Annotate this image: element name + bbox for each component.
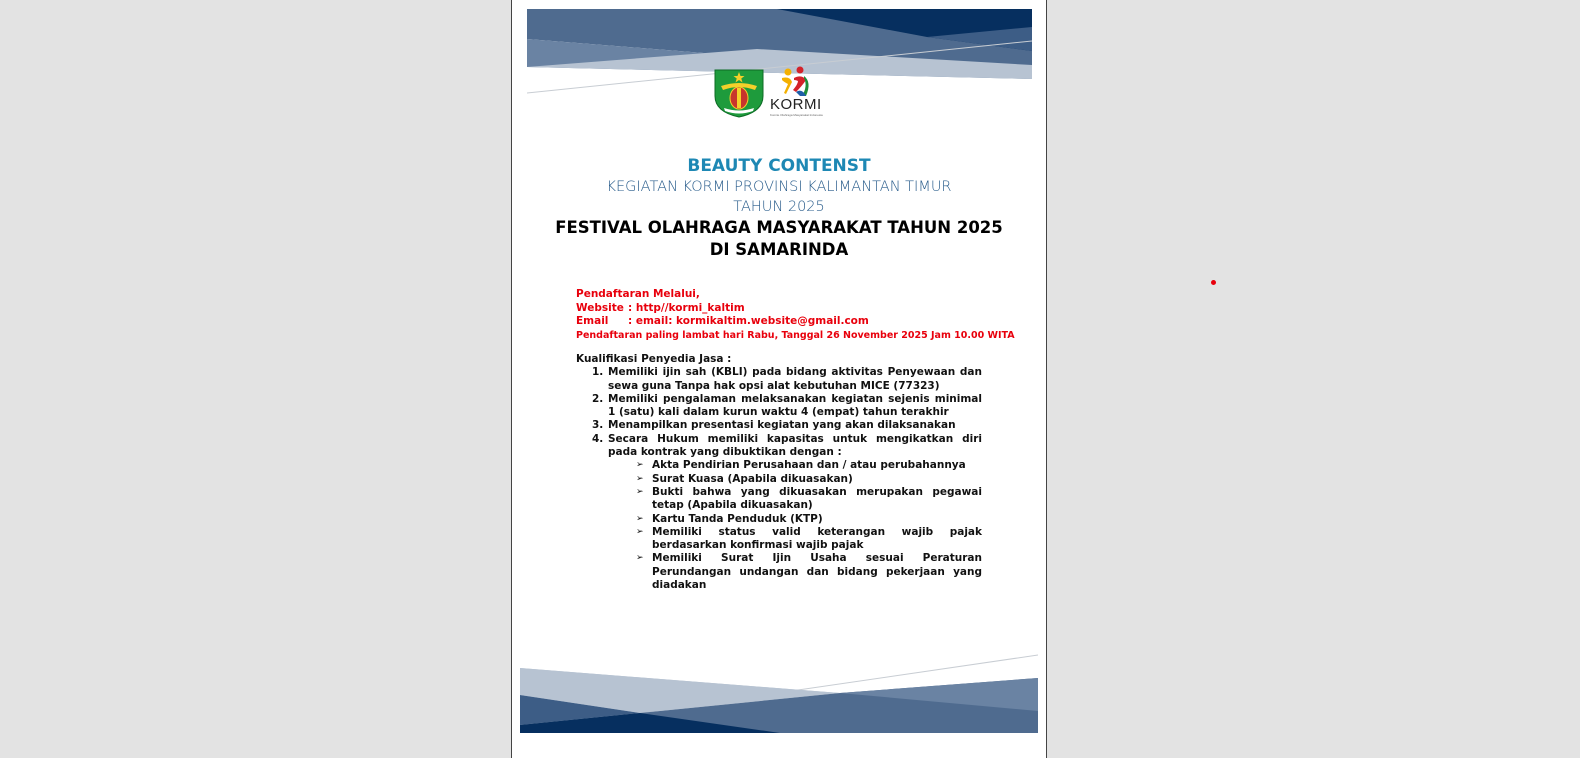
list-item-text: Memiliki pengalaman melaksanakan kegiatan sejenis minimal 1 (satu) kali dalam kurun waktu 4 (empat) tahun terakhir [608,392,982,419]
list-number: 3. [592,419,604,432]
kormi-logo [768,66,828,120]
sub-list-item-text: Surat Kuasa (Apabila dikuasakan) [652,472,853,485]
location-title: DI SAMARINDA [709,240,849,259]
year-subtitle: TAHUN 2025 [733,199,825,215]
sub-list-item [576,486,982,513]
email-value[interactable]: : email: kormikaltim.website@gmail.com [628,315,869,327]
arrow-bullet-icon: ➢ [636,526,644,537]
kormi-logo-text: KORMI [770,96,822,113]
arrow-bullet-icon: ➢ [636,513,644,524]
qualifications-list [576,366,982,459]
activity-subtitle: KEGIATAN KORMI PROVINSI KALIMANTAN TIMUR [606,179,952,195]
sub-list-item [576,473,982,486]
sub-list-item-text: Memiliki Surat Ijin Usaha sesuai Peraturan Perundangan undangan dan bidang pekerjaan yang diadakan [652,552,982,592]
email-row [576,315,996,329]
sub-list-item [576,459,982,472]
sub-list-item [576,526,982,553]
sub-list-item-text: Bukti bahwa yang dikuasakan merupakan pegawai tetap (Apabila dikuasakan) [652,485,982,512]
logo-group [712,66,832,120]
list-number: 1. [592,366,604,379]
sub-list-item [576,552,982,592]
cursor-dot-marker [1211,280,1216,285]
arrow-bullet-icon: ➢ [636,460,644,471]
kormi-logo-subtitle: Komite Olahraga Masyarakat Indonesia [770,113,823,117]
qualifications-heading: Kualifikasi Penyedia Jasa : [576,353,732,365]
qualifications-section [576,353,982,592]
website-row [576,302,996,316]
arrow-bullet-icon: ➢ [636,473,644,484]
list-item-text: Secara Hukum memiliki kapasitas untuk mengikatkan diri pada kontrak yang dibuktikan dengan : [608,432,982,459]
contest-title: BEAUTY CONTENST [687,156,871,176]
registration-section [576,288,1015,342]
arrow-bullet-icon: ➢ [636,553,644,564]
document-page [511,0,1047,758]
registration-heading: Pendaftaran Melalui, [576,288,700,300]
list-item [576,366,982,393]
list-item [576,433,982,460]
list-item [576,419,982,432]
list-item-text: Memiliki ijin sah (KBLI) pada bidang aktivitas Penyewaan dan sewa guna Tanpa hak opsi alat kebutuhan MICE (77323) [608,366,982,392]
sub-list-item-text: Akta Pendirian Perusahaan dan / atau perubahannya [652,459,966,472]
title-block [512,156,1046,261]
kormi-figure-icon [776,66,816,98]
festival-title: FESTIVAL OLAHRAGA MASYARAKAT TAHUN 2025 [555,218,1003,237]
sub-list-item-text: Memiliki status valid keterangan wajib pajak berdasarkan konfirmasi wajib pajak [652,525,982,552]
footer-banner [520,653,1038,737]
list-item-text: Menampilkan presentasi kegiatan yang akan dilaksanakan [608,419,956,432]
list-number: 4. [592,432,604,445]
arrow-bullet-icon: ➢ [636,486,644,497]
email-label: Email [576,315,609,327]
kaltim-emblem-icon [712,66,766,118]
registration-deadline: Pendaftaran paling lambat hari Rabu, Tanggal 26 November 2025 Jam 10.00 WITA [576,329,1015,341]
sub-list-item [576,513,982,526]
website-label: Website [576,301,624,314]
sub-list-item-text: Kartu Tanda Penduduk (KTP) [652,512,823,525]
website-value[interactable]: : http//kormi_kaltim [628,301,745,314]
proof-documents-list [576,459,982,592]
list-item [576,393,982,420]
list-number: 2. [592,392,604,405]
